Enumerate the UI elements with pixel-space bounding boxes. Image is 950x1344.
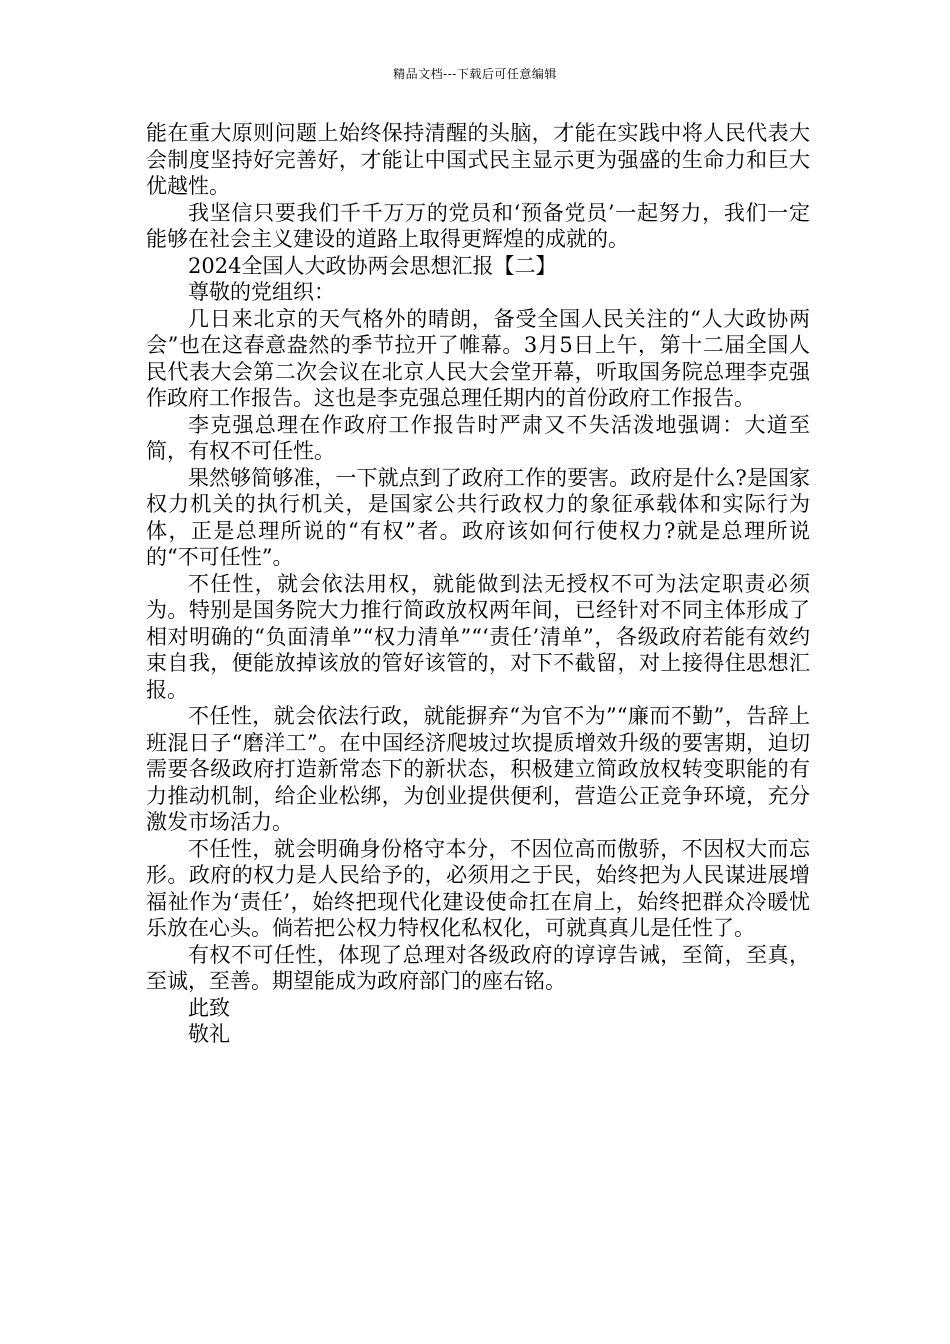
paragraph: 我坚信只要我们千千万万的党员和‘预备党员’一起努力，我们一定能够在社会主义建设的道路上取得更辉煌的成就的。	[146, 200, 810, 251]
document-body	[146, 120, 810, 1048]
paragraph: 几日来北京的天气格外的晴朗，备受全国人民关注的“人大政协两会”也在这春意盎然的季节拉开了帷幕。3月5日上午，第十二届全国人民代表大会第二次会议在北京人民大会堂开幕，听取国务院总理李克强作政府工作报告。这也是李克强总理任期内的首份政府工作报告。	[146, 306, 810, 410]
closing-salute: 敬礼	[188, 1022, 230, 1046]
paragraph: 李克强总理在作政府工作报告时严肃又不失活泼地强调：大道至简，有权不可任性。	[146, 412, 810, 463]
paragraph-continuation: 能在重大原则问题上始终保持清醒的头脑，才能在实践中将人民代表大会制度坚持好完善好，才能让中国式民主显示更为强盛的生命力和巨大优越性。	[146, 121, 810, 198]
section-title: 2024全国人大政协两会思想汇报【二】	[188, 253, 557, 278]
paragraph: 不任性，就会依法行政，就能摒弃“为官不为”“廉而不勤”，告辞上班混日子“磨洋工”。在中国经济爬坡过坎提质增效升级的要害期，迫切需要各级政府打造新常态下的新状态，积极建立简政放权转变职能的有力推动机制，给企业松绑，为创业提供便利，营造公正竞争环境，充分激发市场活力。	[146, 704, 810, 834]
paragraph: 果然够简够准，一下就点到了政府工作的要害。政府是什么?是国家权力机关的执行机关，是国家公共行政权力的象征承载体和实际行为体，正是总理所说的“有权”者。政府该如何行使权力?就是总理所说的“不可任性”。	[146, 465, 810, 569]
paragraph: 不任性，就会明确身份格守本分，不因位高而傲骄，不因权大而忘形。政府的权力是人民给予的，必须用之于民，始终把为人民谋进展增福祉作为‘责任’，始终把现代化建设使命扛在肩上，始终把群众冷暖忧乐放在心头。倘若把公权力特权化私权化，可就真真儿是任性了。	[146, 836, 810, 940]
closing-phrase: 此致	[188, 995, 230, 1020]
salutation: 尊敬的党组织：	[188, 280, 335, 304]
paragraph: 不任性，就会依法用权，就能做到法无授权不可为法定职责必须为。特别是国务院大力推行简政放权两年间，已经针对不同主体形成了相对明确的“负面清单”“权力清单”“‘责任’清单”，各级政府若能有效约束自我，便能放掉该放的管好该管的，对下不截留，对上接得住思想汇报。	[146, 571, 810, 702]
paragraph: 有权不可任性，体现了总理对各级政府的谆谆告诫，至简，至真，至诚，至善。期望能成为政府部门的座右铭。	[146, 942, 810, 993]
page-header: 精品文档---下载后可任意编辑	[393, 67, 557, 81]
